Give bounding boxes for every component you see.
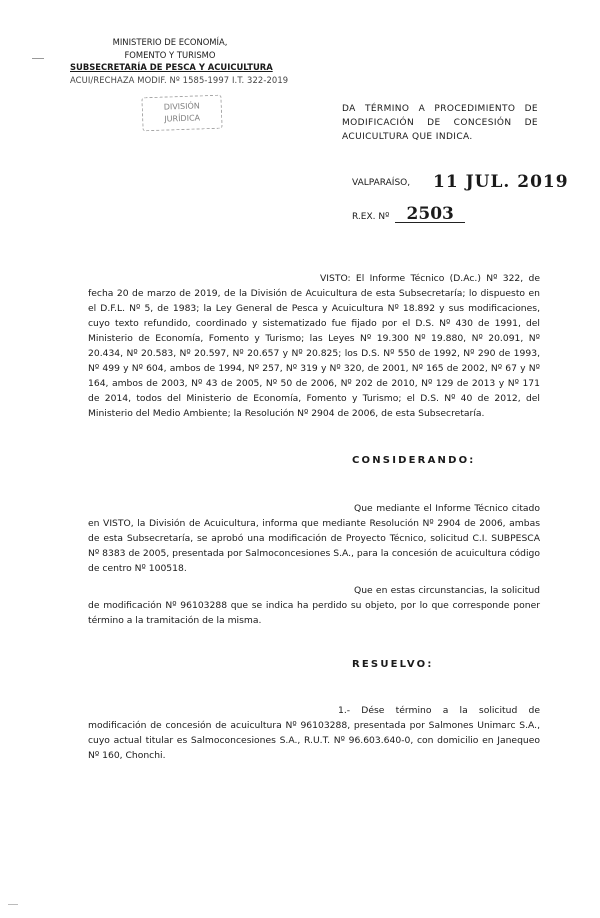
considerando-paragraph-1: Que mediante el Informe Técnico citado en VISTO, la División de Acuicultura, informa que mediante Resolución Nº 2904 de 2006, ambas de esta Subsecretaría, se aprobó una modificación de Proyecto Técnico, solicitud C.I. SUBPESCA Nº 8383 de 2005, presentada por Salmoconcesiones S.A., para la concesión de acuicultura código de centro Nº 100518.: [88, 503, 540, 574]
resolution-number-value: 2503: [395, 206, 465, 223]
ministry-line-2: FOMENTO Y TURISMO: [124, 49, 216, 60]
considerando-heading: CONSIDERANDO:: [352, 455, 476, 466]
margin-mark: [32, 58, 44, 59]
margin-mark-bottom: [8, 904, 18, 905]
place-date: [352, 172, 569, 192]
date-stamp: 11 JUL. 2019: [433, 172, 569, 192]
letterhead: [70, 36, 289, 86]
resolution-label: R.EX. Nº: [352, 212, 390, 222]
city-label: VALPARAÍSO,: [352, 178, 411, 188]
subsecretaria-line: SUBSECRETARÍA DE PESCA Y ACUICULTURA: [70, 62, 273, 72]
division-stamp: [142, 96, 222, 138]
subject-text: DA TÉRMINO A PROCEDIMIENTO DE MODIFICACIÓN DE CONCESIÓN DE ACUICULTURA QUE INDICA.: [342, 104, 538, 142]
considerando-paragraph-2: Que en estas circunstancias, la solicitud de modificación Nº 96103288 que se indica ha perdido su objeto, por lo que corresponde poner término a la tramitación de la misma.: [88, 585, 540, 626]
ministry-line-1: MINISTERIO DE ECONOMÍA,: [112, 37, 228, 47]
reference-line: ACUI/RECHAZA MODIF. Nº 1585-1997 I.T. 322-2019: [70, 74, 289, 85]
stamp-line-2: JURÍDICA: [164, 113, 201, 124]
stamp-line-1: DIVISIÓN: [163, 101, 200, 112]
visto-paragraph: VISTO: El Informe Técnico (D.Ac.) Nº 322, de fecha 20 de marzo de 2019, de la División de Acuicultura de esta Subsecretaría; lo dispuesto en el D.F.L. Nº 5, de 1983; la Ley General de Pesca y Acuicultura Nº 18.892 y sus modificaciones, cuyo texto refundido, coordinado y sistematizado fue fijado por el D.S. Nº 430 de 1991, del Ministerio de Economía, Fomento y Turismo; las Leyes Nº 19.300 Nº 19.880, Nº 20.091, Nº 20.434, Nº 20.583, Nº 20.597, Nº 20.657 y Nº 20.825; los D.S. Nº 550 de 1992, Nº 290 de 1993, Nº 499 y Nº 604, ambos de 1994, Nº 257, Nº 319 y Nº 320, de 2001, Nº 165 de 2002, Nº 67 y Nº 164, ambos de 2003, Nº 43 de 2005, Nº 50 de 2006, Nº 202 de 2010, Nº 129 de 2013 y Nº 171 de 2014, todos del Ministerio de Economía, Fomento y Turismo; el D.S. Nº 40 de 2012, del Ministerio del Medio Ambiente; la Resolución Nº 2904 de 2006, de esta Subsecretaría.: [88, 273, 540, 419]
resolution-number: [352, 206, 465, 223]
resuelvo-item-1: 1.- Dése término a la solicitud de modificación de concesión de acuicultura Nº 96103288, presentada por Salmones Unimarc S.A., cuyo actual titular es Salmoconcesiones S.A., R.U.T. Nº 96.603.640-0, con domicilio en Janequeo Nº 160, Chonchi.: [88, 705, 540, 761]
resuelvo-heading: RESUELVO:: [352, 659, 434, 670]
